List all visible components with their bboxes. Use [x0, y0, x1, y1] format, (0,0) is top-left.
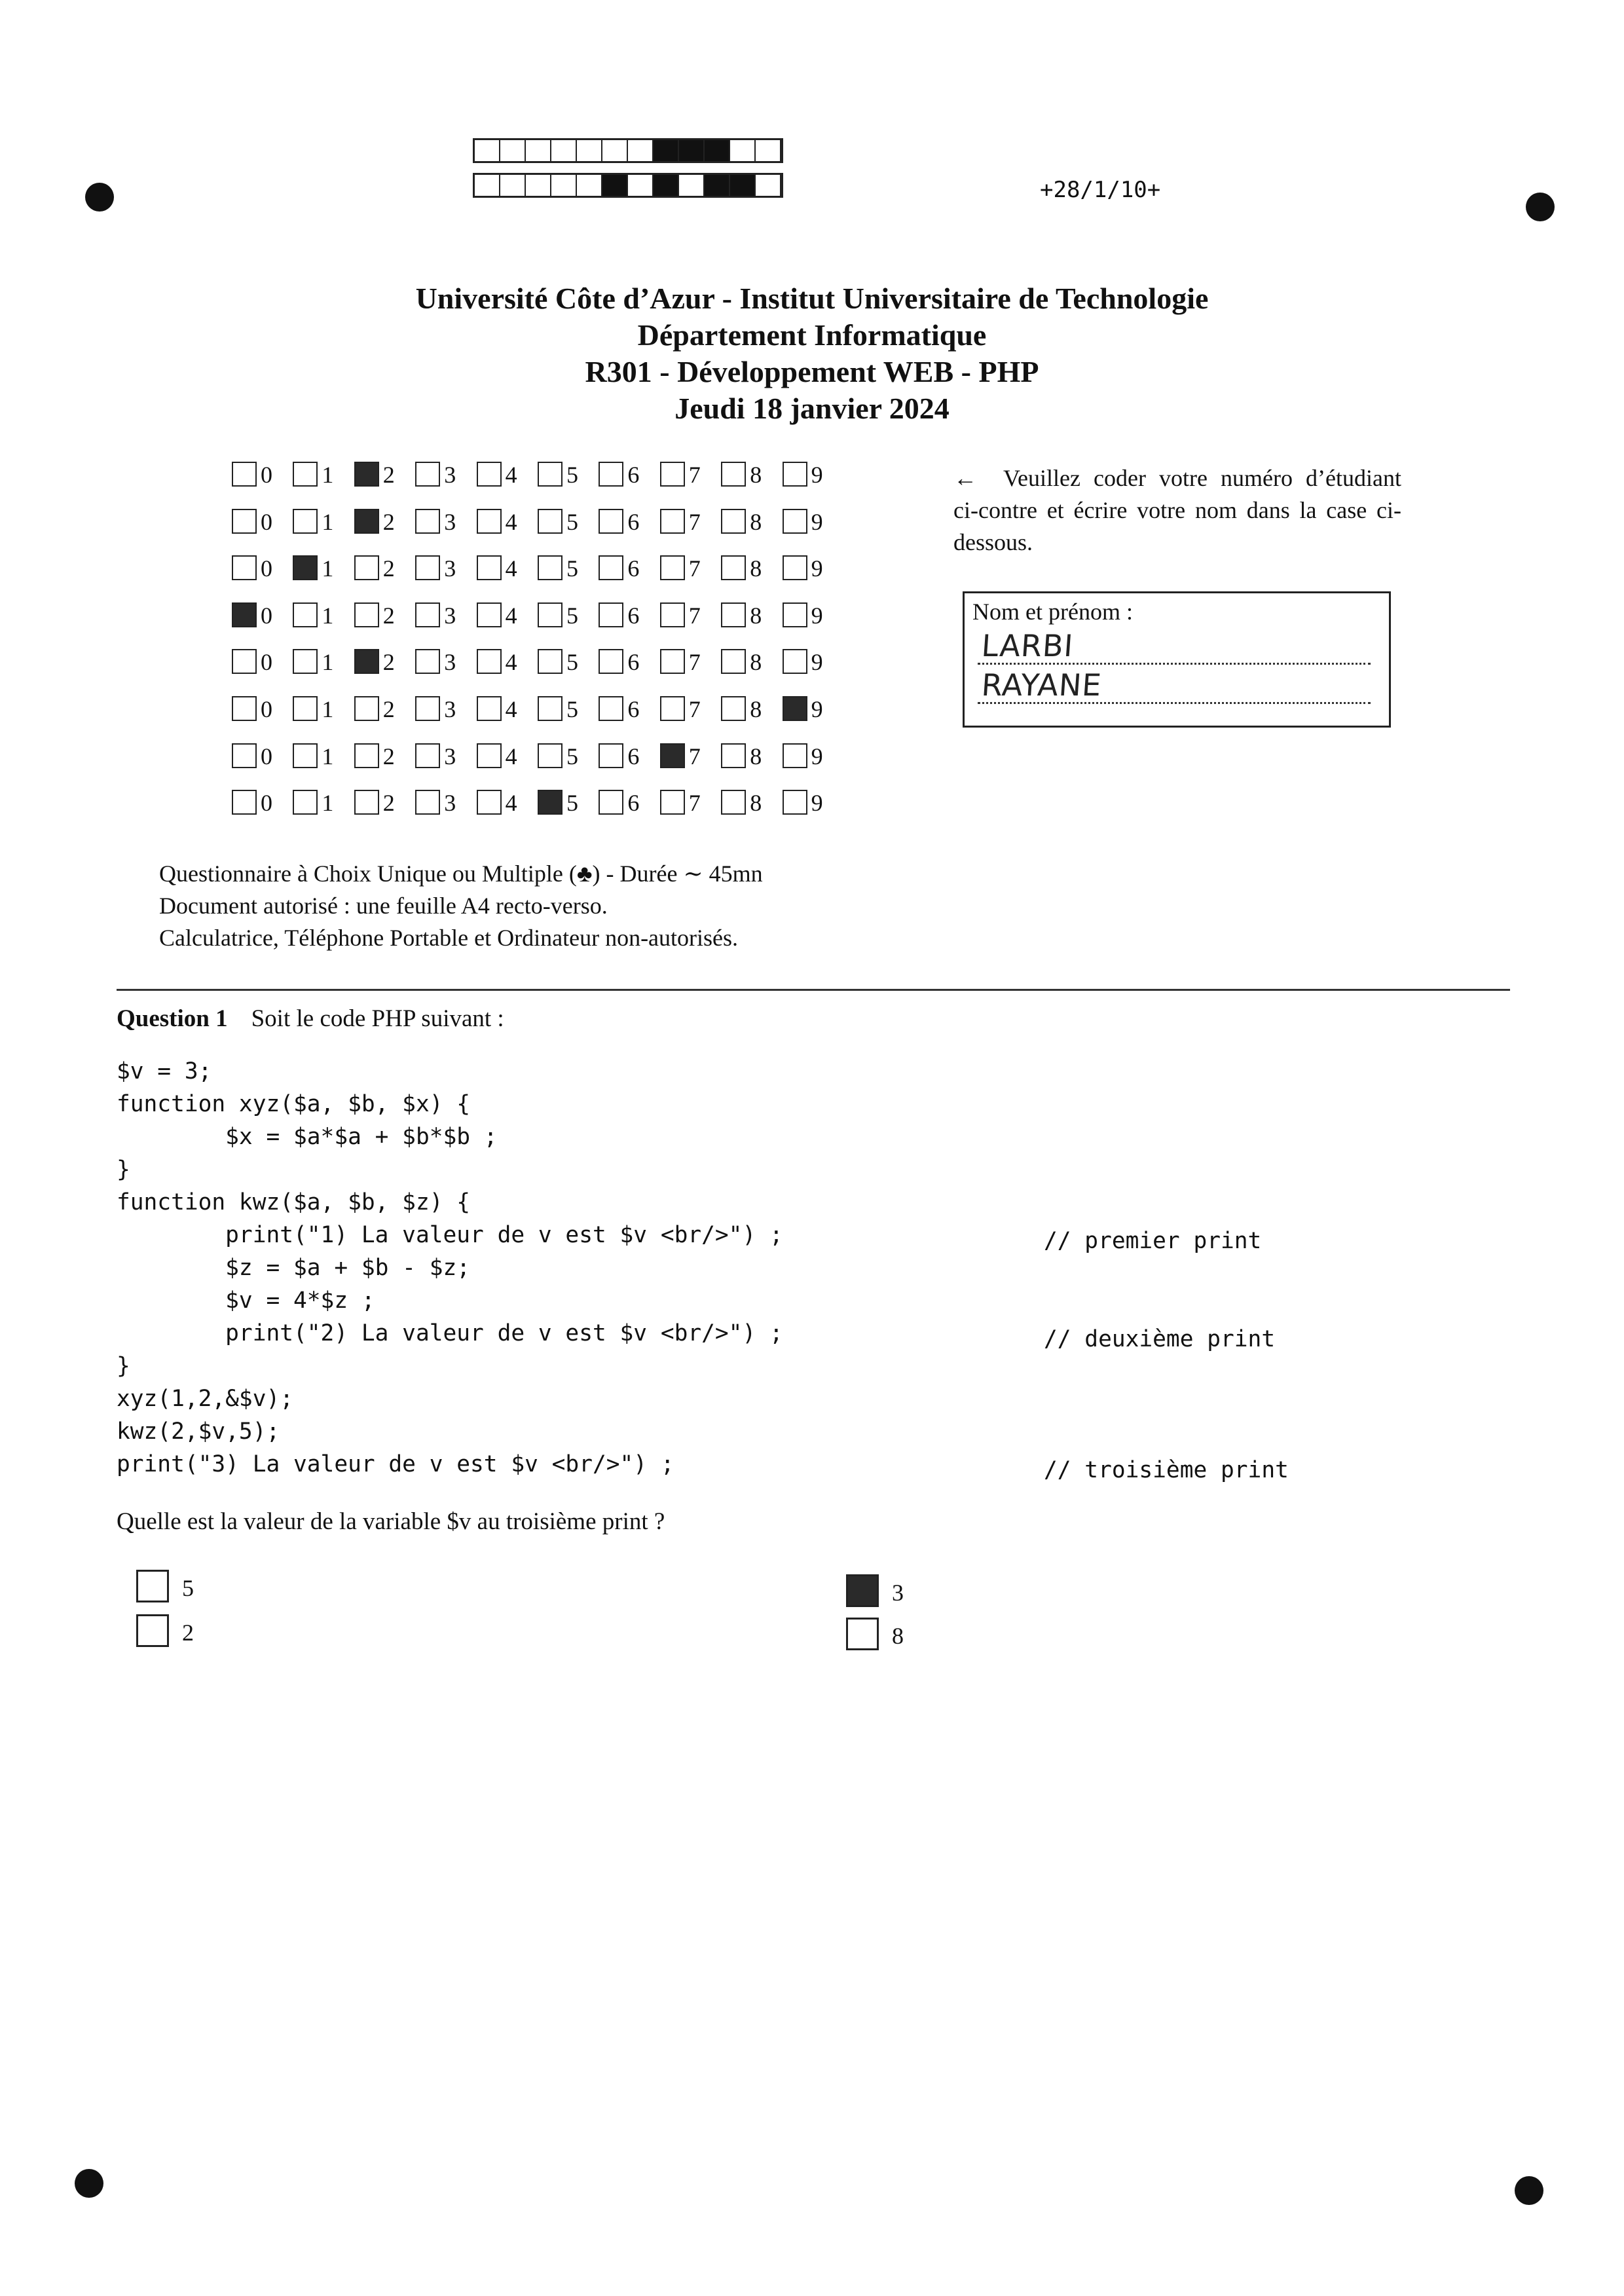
digit-label: 4 [505, 508, 517, 535]
barcode-row-1 [473, 138, 783, 163]
digit-checkbox[interactable] [538, 509, 563, 534]
separator [117, 989, 1510, 991]
digit-label: 5 [566, 743, 578, 769]
digit-checkbox[interactable] [660, 602, 685, 627]
digit-checkbox[interactable] [415, 649, 440, 674]
digit-checkbox[interactable] [660, 555, 685, 580]
barcode-row-2 [473, 173, 783, 198]
exam-header [0, 280, 1624, 427]
digit-label: 5 [566, 508, 578, 535]
digit-label: 5 [566, 649, 578, 676]
digit-label: 7 [688, 696, 701, 722]
barcode-cell [602, 175, 628, 196]
barcode-cell [551, 175, 577, 196]
digit-label: 4 [505, 462, 517, 488]
digit-label: 6 [627, 508, 640, 535]
header-university: Université Côte d’Azur - Institut Universitaire de Technologie [415, 282, 1209, 315]
digit-label: 0 [261, 602, 272, 629]
digit-checkbox[interactable] [721, 743, 746, 768]
barcode-cell [475, 140, 500, 161]
name-line-2[interactable] [978, 667, 1371, 704]
digit-checkbox[interactable] [660, 649, 685, 674]
digit-label: 9 [811, 462, 823, 488]
barcode-cell [500, 140, 526, 161]
digit-checkbox[interactable] [354, 790, 379, 815]
answer-checkbox[interactable] [136, 1570, 169, 1602]
digit-label: 6 [627, 555, 640, 582]
digit-checkbox[interactable] [538, 790, 563, 815]
barcode-cell [577, 140, 602, 161]
digit-label: 0 [261, 462, 272, 488]
rules-line-1: Questionnaire à Choix Unique ou Multiple (♣) - Durée ∼ 45mn [159, 861, 763, 887]
barcode-cell [679, 175, 705, 196]
answer-checkbox[interactable] [136, 1614, 169, 1647]
digit-checkbox[interactable] [293, 790, 318, 815]
digit-checkbox[interactable] [232, 602, 257, 627]
question-text: Quelle est la valeur de la variable $v au troisième print ? [117, 1508, 665, 1535]
digit-label: 9 [811, 508, 823, 535]
digit-label: 7 [688, 743, 701, 769]
header-department: Département Informatique [637, 318, 987, 352]
digit-checkbox[interactable] [415, 696, 440, 721]
digit-checkbox[interactable] [599, 790, 623, 815]
digit-label: 5 [566, 790, 578, 817]
question-title [117, 1003, 504, 1035]
digit-checkbox[interactable] [354, 743, 379, 768]
digit-checkbox[interactable] [721, 555, 746, 580]
digit-checkbox[interactable] [293, 509, 318, 534]
digit-checkbox[interactable] [354, 509, 379, 534]
digit-checkbox[interactable] [354, 649, 379, 674]
digit-checkbox[interactable] [415, 602, 440, 627]
digit-label: 9 [811, 696, 823, 722]
digit-label: 0 [261, 696, 272, 722]
digit-checkbox[interactable] [477, 696, 502, 721]
digit-checkbox[interactable] [721, 649, 746, 674]
barcode-cell [730, 175, 756, 196]
digit-label: 2 [382, 508, 395, 535]
digit-checkbox[interactable] [415, 462, 440, 487]
left-arrow-icon: ← [953, 465, 977, 491]
php-code: $v = 3; function xyz($a, $b, $x) { $x = $a*$a + $b*$b ; } function kwz($a, $b, $z) { print("1) La valeur de v est $v <br/>") ; $z = $a + $b - $z; $v = 4*$z ; print("2) La valeur de v est $v <br/>") ; } xyz(1,2,&$v); kwz(2,$v,5); print("3) La valeur de v est $v <br/>") ; [117, 1058, 783, 1477]
digit-checkbox[interactable] [599, 743, 623, 768]
digit-checkbox[interactable] [599, 602, 623, 627]
digit-label: 2 [382, 555, 395, 582]
header-date: Jeudi 18 janvier 2024 [674, 392, 950, 425]
digit-label: 1 [322, 790, 334, 817]
digit-checkbox[interactable] [232, 790, 257, 815]
digit-checkbox[interactable] [599, 555, 623, 580]
barcode-cell [628, 175, 654, 196]
digit-label: 6 [627, 790, 640, 817]
digit-checkbox[interactable] [721, 602, 746, 627]
digit-label: 5 [566, 555, 578, 582]
digit-checkbox[interactable] [783, 649, 807, 674]
digit-label: 9 [811, 555, 823, 582]
rules-line-3: Calculatrice, Téléphone Portable et Ordinateur non-autorisés. [159, 925, 739, 951]
barcode-cell [526, 175, 551, 196]
answer-checkbox[interactable] [846, 1618, 879, 1650]
answer-label: 8 [892, 1623, 904, 1649]
handwritten-last-name: LARBI [980, 628, 1075, 663]
barcode-cell [628, 140, 654, 161]
digit-checkbox[interactable] [599, 462, 623, 487]
barcode-cell [756, 140, 781, 161]
barcode-cell [526, 140, 551, 161]
digit-checkbox[interactable] [293, 602, 318, 627]
digit-label: 3 [444, 462, 456, 488]
digit-checkbox[interactable] [477, 649, 502, 674]
digit-label: 8 [750, 649, 762, 676]
registration-mark-top-left [85, 183, 114, 212]
digit-checkbox[interactable] [354, 696, 379, 721]
digit-checkbox[interactable] [660, 743, 685, 768]
code-comment-2: // deuxième print [1044, 1326, 1276, 1352]
digit-label: 1 [322, 649, 334, 676]
barcode-cell [577, 175, 602, 196]
digit-label: 5 [566, 696, 578, 722]
instructions-text: Veuillez coder votre numéro d’étudiant ci-contre et écrire votre nom dans la case ci-dessous. [953, 465, 1401, 555]
digit-checkbox[interactable] [783, 462, 807, 487]
digit-checkbox[interactable] [599, 649, 623, 674]
digit-label: 2 [382, 790, 395, 817]
digit-label: 7 [688, 555, 701, 582]
registration-mark-bottom-right [1515, 2176, 1543, 2205]
digit-label: 0 [261, 743, 272, 769]
digit-checkbox[interactable] [477, 743, 502, 768]
digit-checkbox[interactable] [232, 555, 257, 580]
digit-label: 6 [627, 462, 640, 488]
barcode-cell [551, 140, 577, 161]
digit-checkbox[interactable] [783, 696, 807, 721]
digit-label: 7 [688, 649, 701, 676]
digit-label: 0 [261, 555, 272, 582]
digit-label: 8 [750, 790, 762, 817]
digit-checkbox[interactable] [783, 602, 807, 627]
digit-checkbox[interactable] [293, 696, 318, 721]
digit-label: 1 [322, 462, 334, 488]
barcode-cell [654, 175, 679, 196]
digit-label: 6 [627, 602, 640, 629]
digit-checkbox[interactable] [477, 790, 502, 815]
digit-checkbox[interactable] [538, 743, 563, 768]
digit-label: 3 [444, 649, 456, 676]
barcode-cell [654, 140, 679, 161]
digit-checkbox[interactable] [721, 696, 746, 721]
digit-checkbox[interactable] [477, 555, 502, 580]
name-label: Nom et prénom : [972, 599, 1133, 625]
digit-checkbox[interactable] [232, 462, 257, 487]
digit-label: 4 [505, 555, 517, 582]
exam-rules [159, 858, 763, 954]
digit-checkbox[interactable] [354, 602, 379, 627]
digit-checkbox[interactable] [721, 462, 746, 487]
digit-label: 1 [322, 602, 334, 629]
header-course: R301 - Développement WEB - PHP [585, 355, 1039, 388]
digit-label: 3 [444, 508, 456, 535]
barcode-cell [475, 175, 500, 196]
digit-checkbox[interactable] [721, 509, 746, 534]
digit-checkbox[interactable] [538, 555, 563, 580]
digit-label: 3 [444, 790, 456, 817]
digit-checkbox[interactable] [599, 509, 623, 534]
digit-label: 1 [322, 743, 334, 769]
barcode-cell [500, 175, 526, 196]
digit-checkbox[interactable] [354, 462, 379, 487]
digit-label: 0 [261, 649, 272, 676]
instructions [953, 462, 1401, 559]
digit-label: 8 [750, 743, 762, 769]
digit-label: 4 [505, 602, 517, 629]
digit-checkbox[interactable] [293, 555, 318, 580]
registration-mark-bottom-left [75, 2169, 103, 2198]
digit-label: 0 [261, 508, 272, 535]
digit-label: 7 [688, 462, 701, 488]
name-line-1[interactable] [978, 628, 1371, 665]
digit-label: 4 [505, 790, 517, 817]
digit-label: 7 [688, 790, 701, 817]
question-intro: Soit le code PHP suivant : [251, 1005, 504, 1032]
barcode-cell [730, 140, 756, 161]
digit-label: 8 [750, 696, 762, 722]
question-number: Question 1 [117, 1005, 228, 1032]
digit-label: 2 [382, 649, 395, 676]
digit-label: 3 [444, 743, 456, 769]
digit-checkbox[interactable] [783, 509, 807, 534]
barcode-cell [756, 175, 781, 196]
barcode-cell [705, 175, 730, 196]
digit-checkbox[interactable] [415, 555, 440, 580]
digit-label: 0 [261, 790, 272, 817]
code-comment-3: // troisième print [1044, 1457, 1289, 1483]
digit-label: 6 [627, 696, 640, 722]
digit-checkbox[interactable] [477, 509, 502, 534]
digit-label: 3 [444, 602, 456, 629]
digit-label: 9 [811, 649, 823, 676]
digit-checkbox[interactable] [660, 696, 685, 721]
digit-label: 4 [505, 696, 517, 722]
digit-checkbox[interactable] [415, 743, 440, 768]
digit-checkbox[interactable] [232, 509, 257, 534]
barcode-cell [705, 140, 730, 161]
digit-checkbox[interactable] [354, 555, 379, 580]
digit-label: 2 [382, 602, 395, 629]
digit-label: 3 [444, 696, 456, 722]
digit-label: 1 [322, 508, 334, 535]
digit-checkbox[interactable] [538, 462, 563, 487]
digit-label: 3 [444, 555, 456, 582]
digit-label: 7 [688, 508, 701, 535]
digit-checkbox[interactable] [477, 602, 502, 627]
digit-checkbox[interactable] [415, 790, 440, 815]
digit-label: 7 [688, 602, 701, 629]
code-comment-1: // premier print [1044, 1228, 1262, 1254]
rules-line-2: Document autorisé : une feuille A4 recto-verso. [159, 893, 608, 919]
digit-label: 2 [382, 696, 395, 722]
digit-checkbox[interactable] [293, 649, 318, 674]
digit-checkbox[interactable] [232, 649, 257, 674]
digit-label: 5 [566, 462, 578, 488]
digit-label: 9 [811, 743, 823, 769]
digit-label: 2 [382, 462, 395, 488]
digit-checkbox[interactable] [538, 696, 563, 721]
digit-checkbox[interactable] [293, 462, 318, 487]
digit-checkbox[interactable] [538, 602, 563, 627]
handwritten-first-name: RAYANE [980, 667, 1103, 703]
digit-label: 8 [750, 602, 762, 629]
answer-label: 3 [892, 1580, 904, 1606]
digit-checkbox[interactable] [232, 696, 257, 721]
barcode-cell [602, 140, 628, 161]
digit-checkbox[interactable] [415, 509, 440, 534]
digit-checkbox[interactable] [660, 462, 685, 487]
digit-label: 1 [322, 555, 334, 582]
digit-label: 6 [627, 743, 640, 769]
page-code: +28/1/10+ [1040, 177, 1161, 203]
answer-label: 5 [182, 1575, 194, 1601]
digit-checkbox[interactable] [783, 790, 807, 815]
name-box[interactable] [963, 591, 1391, 728]
digit-label: 6 [627, 649, 640, 676]
digit-checkbox[interactable] [783, 743, 807, 768]
digit-checkbox[interactable] [721, 790, 746, 815]
digit-checkbox[interactable] [660, 790, 685, 815]
digit-checkbox[interactable] [538, 649, 563, 674]
digit-label: 9 [811, 602, 823, 629]
barcode-cell [679, 140, 705, 161]
digit-label: 9 [811, 790, 823, 817]
digit-label: 8 [750, 555, 762, 582]
digit-checkbox[interactable] [660, 509, 685, 534]
digit-label: 1 [322, 696, 334, 722]
digit-checkbox[interactable] [599, 696, 623, 721]
digit-checkbox[interactable] [477, 462, 502, 487]
digit-label: 5 [566, 602, 578, 629]
digit-checkbox[interactable] [783, 555, 807, 580]
digit-checkbox[interactable] [232, 743, 257, 768]
digit-label: 8 [750, 462, 762, 488]
digit-label: 2 [382, 743, 395, 769]
answer-checkbox[interactable] [846, 1574, 879, 1607]
digit-checkbox[interactable] [293, 743, 318, 768]
digit-label: 4 [505, 649, 517, 676]
digit-label: 8 [750, 508, 762, 535]
answer-label: 2 [182, 1620, 194, 1646]
registration-mark-top-right [1526, 193, 1555, 221]
digit-label: 4 [505, 743, 517, 769]
